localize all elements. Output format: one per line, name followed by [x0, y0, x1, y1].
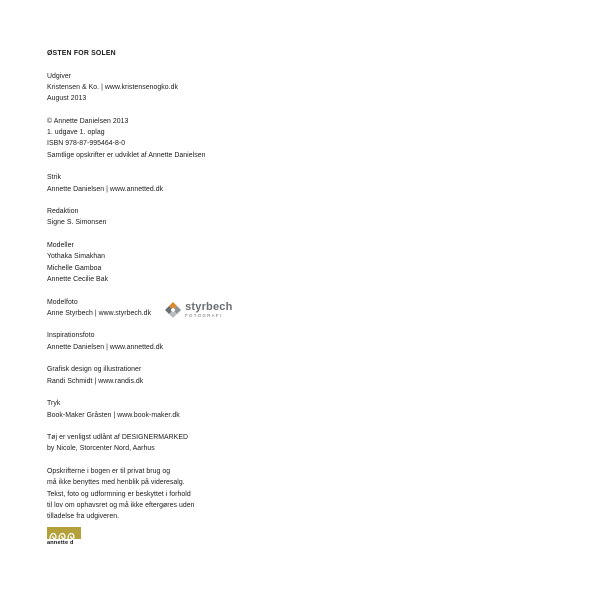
editing-credit: Signe S. Simonsen	[47, 219, 107, 227]
isbn-line: ISBN 978-87-995464-8-0	[47, 140, 126, 148]
book-title: ØSTEN FOR SOLEN	[47, 50, 116, 57]
knitting-credit: Annette Danielsen | www.annetted.dk	[47, 185, 164, 193]
inspiration-credit: Annette Danielsen | www.annetted.dk	[47, 343, 164, 351]
design-credit: Randi Schmidt | www.randis.dk	[47, 377, 144, 385]
editing-heading: Redaktion	[47, 208, 79, 216]
styrbech-logo-sub: FOTOGRAFI	[185, 313, 223, 319]
design-heading: Grafisk design og illustrationer	[47, 366, 142, 374]
publication-date: August 2013	[47, 95, 87, 103]
legal-line: tilladelse fra udgiveren.	[47, 513, 120, 521]
annette-d-logo	[47, 527, 81, 548]
models-heading: Modeller	[47, 242, 74, 250]
styrbech-logo	[164, 301, 232, 319]
model-photo-heading: Modelfoto	[47, 298, 78, 306]
publisher-name: Kristensen & Ko. | www.kristensenogko.dk	[47, 83, 178, 91]
annette-d-logo-text: annette d	[47, 540, 74, 546]
publisher-heading: Udgiver	[47, 72, 72, 80]
model-name: Yothaka Simakhan	[47, 253, 106, 261]
colophon	[47, 48, 233, 522]
knitting-heading: Strik	[47, 174, 62, 182]
inspiration-heading: Inspirationsfoto	[47, 332, 95, 340]
model-photo-credit: Anne Styrbech | www.styrbech.dk	[47, 309, 152, 317]
model-name: Annette Cecilie Bak	[47, 275, 109, 283]
legal-line: Opskrifterne i bogen er til privat brug og	[47, 467, 171, 475]
edition-line: 1. udgave 1. oplag	[47, 129, 105, 137]
copyright-line: © Annette Danielsen 2013	[47, 117, 129, 125]
legal-line: må ikke benyttes med henblik på videresalg.	[47, 479, 185, 487]
patterns-credit: Samtlige opskrifter er udviklet af Annette Danielsen	[47, 151, 206, 159]
print-credit: Book-Maker Gråsten | www.book-maker.dk	[47, 411, 180, 419]
model-name: Michelle Gamboa	[47, 264, 102, 272]
clothes-line: by Nicole, Storcenter Nord, Aarhus	[47, 445, 155, 453]
clothes-line: Tøj er venligst udlånt af DESIGNERMARKED	[47, 434, 189, 442]
legal-line: Tekst, foto og udformning er beskyttet i forhold	[47, 490, 191, 498]
annette-d-logo-mark	[47, 527, 81, 539]
print-heading: Tryk	[47, 400, 61, 408]
knit-loops-icon	[47, 528, 81, 540]
legal-line: til lov om ophavsret og må ikke eftergøres uden	[47, 501, 195, 509]
aperture-icon	[164, 301, 182, 319]
styrbech-logo-name: styrbech	[185, 301, 233, 314]
